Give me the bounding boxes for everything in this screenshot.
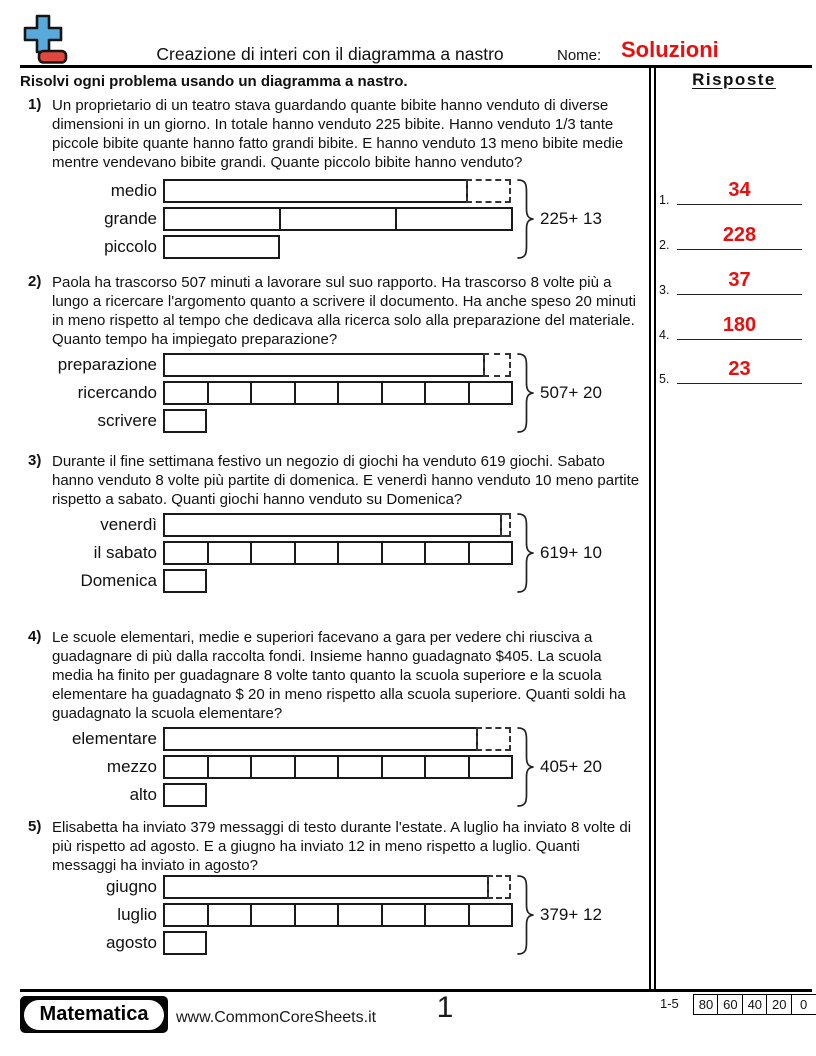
tape-row: [20, 409, 648, 433]
answer-number: 1.: [659, 193, 670, 207]
answer-value: 180: [722, 314, 757, 336]
website-url: www.CommonCoreSheets.it: [176, 1009, 377, 1026]
tape-row: [20, 353, 648, 377]
score-cell: 0: [791, 994, 816, 1015]
tape-bar-dashed-extension: [500, 513, 511, 537]
problem-4-number: 4): [28, 628, 42, 645]
header-divider-line: [20, 65, 812, 68]
tape-row: [20, 179, 648, 203]
total-expression-label: 507+ 20: [540, 383, 602, 402]
tape-bar-dashed-extension: [466, 179, 511, 203]
answers-column-divider: [649, 67, 656, 989]
tape-bar-solid: [163, 513, 502, 537]
score-cell: 40: [742, 994, 768, 1015]
answer-blank-line: [677, 179, 802, 205]
total-expression-label: 619+ 10: [540, 543, 602, 562]
problem-2-number: 2): [28, 273, 42, 290]
answer-value: 23: [728, 358, 751, 380]
curly-brace-icon: [517, 727, 535, 807]
tape-bar-segmented: [163, 235, 280, 259]
answer-number: 5.: [659, 372, 670, 386]
tape-bar-solid: [163, 353, 485, 377]
problem-4: [28, 628, 644, 723]
answer-number: 4.: [659, 328, 670, 342]
tape-row-label: medio: [110, 181, 157, 200]
tape-row-label: luglio: [117, 905, 157, 924]
total-expression-label: 405+ 20: [540, 757, 602, 776]
problem-3-number: 3): [28, 452, 42, 469]
tape-row-label: venerdì: [100, 515, 157, 534]
plus-minus-logo-icon: [20, 13, 70, 69]
tape-row-label: il sabato: [93, 543, 157, 562]
tape-row: [20, 235, 648, 259]
score-cell: 60: [717, 994, 743, 1015]
problem-3-text: Durante il fine settimana festivo un negozio di giochi ha venduto 619 giochi. Sabato hanno venduto 8 volte più partite di domenica. E venerdì hanno venduto 10 meno partite rispetto a sabato. Quanti giochi hanno venduto su Domenica?: [52, 453, 640, 508]
answer-value: 37: [728, 269, 751, 291]
answer-blank-line: [677, 224, 802, 250]
tape-row: [20, 513, 648, 537]
tape-bar-segmented: [163, 755, 513, 779]
curly-brace-icon: [517, 353, 535, 433]
tape-diagram-5: [20, 875, 648, 955]
answers-panel: [656, 70, 812, 386]
tape-row-label: mezzo: [106, 757, 157, 776]
total-expression-label: 379+ 12: [540, 905, 602, 924]
name-label: Nome:: [557, 47, 602, 64]
tape-row-label: scrivere: [97, 411, 157, 430]
curly-brace-icon: [517, 875, 535, 955]
problem-5: [28, 818, 644, 875]
answer-value: 34: [728, 179, 751, 201]
curly-brace-icon: [517, 513, 535, 593]
tape-diagram-4: [20, 727, 648, 807]
problem-1-text: Un proprietario di un teatro stava guardando quante bibite hanno venduto di diverse dimensioni in un giorno. In totale hanno venduto 225 bibite. Hanno venduto 1/3 tante piccole bibite quante hanno fatto grandi bibite. E hanno venduto 13 meno bibite medie mentre vendevano bibite grandi. Quante piccolo bibite hanno venduto?: [52, 97, 624, 171]
tape-bar-segmented: [163, 381, 513, 405]
problem-5-text: Elisabetta ha inviato 379 messaggi di testo durante l'estate. A luglio ha inviato 8 volte di più rispetto ad agosto. E a giugno ha inviato 12 in meno rispetto a luglio. Quanti messaggi ha inviato in agosto?: [52, 819, 632, 874]
tape-row-label: piccolo: [104, 237, 157, 256]
worksheet-instruction: Risolvi ogni problema usando un diagramma a nastro.: [20, 73, 408, 90]
tape-bar-segmented: [163, 569, 207, 593]
tape-row-label: agosto: [105, 933, 157, 952]
answer-row-5: [656, 353, 812, 387]
tape-row: [20, 727, 648, 751]
curly-brace-icon: [517, 179, 535, 259]
tape-row-label: alto: [129, 785, 157, 804]
tape-row-label: grande: [104, 209, 157, 228]
tape-bar-solid: [163, 875, 489, 899]
tape-diagram-2: [20, 353, 648, 433]
answer-blank-line: [677, 269, 802, 295]
tape-bar-segmented: [163, 409, 207, 433]
tape-row-label: preparazione: [57, 355, 157, 374]
answer-number: 3.: [659, 283, 670, 297]
tape-row: [20, 931, 648, 955]
answer-value: 228: [722, 224, 757, 246]
score-cell: 80: [693, 994, 719, 1015]
tape-bar-solid: [163, 727, 478, 751]
score-table: [693, 994, 816, 1015]
tape-bar-solid: [163, 179, 468, 203]
total-expression-label: 225+ 13: [540, 209, 602, 228]
tape-row: [20, 875, 648, 899]
solutions-label: Soluzioni: [621, 37, 719, 62]
tape-diagram-1: [20, 179, 648, 259]
brand-name: Matematica: [24, 1000, 164, 1030]
tape-bar-segmented: [163, 207, 513, 231]
tape-row-label: elementare: [71, 729, 157, 748]
problem-1-number: 1): [28, 96, 42, 113]
page-title: Creazione di interi con il diagramma a nastro: [156, 44, 504, 64]
tape-row: [20, 569, 648, 593]
tape-row-label: Domenica: [80, 571, 157, 590]
answer-blank-line: [677, 358, 802, 384]
tape-bar-dashed-extension: [487, 875, 511, 899]
problem-5-number: 5): [28, 818, 42, 835]
score-range-label: 1-5: [660, 996, 679, 1011]
problem-1: [28, 96, 644, 172]
problem-2-text: Paola ha trascorso 507 minuti a lavorare sul suo rapporto. Ha trascorso 8 volte più a lungo a ricercare l'argomento quanto a scrivere il documento. Ha anche speso 20 minuti in meno rispetto al tempo che dedicava alla ricerca solo alla preparazione del materiale. Quanto tempo ha impiegato preparazione?: [52, 274, 637, 348]
answer-row-4: [656, 309, 812, 343]
tape-bar-dashed-extension: [476, 727, 511, 751]
tape-bar-segmented: [163, 541, 513, 565]
answer-row-2: [656, 219, 812, 253]
tape-row: [20, 783, 648, 807]
tape-row-label: giugno: [105, 877, 157, 896]
score-cell: 20: [766, 994, 792, 1015]
answers-title: Risposte: [692, 70, 776, 89]
tape-bar-segmented: [163, 931, 207, 955]
problem-4-text: Le scuole elementari, medie e superiori facevano a gara per vedere chi riusciva a guadagnare di più dalla raccolta fondi. Insieme hanno guadagnato $405. La scuola media ha finito per guadagnare 8 volte tanto quanto la scuola superiore e la scuola elementare ha guadagnato $ 20 in meno rispetto alla scuola superiore. Quanti soldi ha guadagnato la scuola elementare?: [52, 629, 626, 722]
tape-bar-segmented: [163, 903, 513, 927]
answer-number: 2.: [659, 238, 670, 252]
answer-blank-line: [677, 314, 802, 340]
problem-3: [28, 452, 644, 509]
brand-logo: [20, 996, 168, 1033]
tape-bar-dashed-extension: [483, 353, 511, 377]
page-number: 1: [436, 991, 454, 1024]
tape-row-label: ricercando: [77, 383, 157, 402]
problem-2: [28, 273, 644, 349]
answer-row-1: [656, 174, 812, 208]
tape-diagram-3: [20, 513, 648, 593]
tape-bar-segmented: [163, 783, 207, 807]
answer-row-3: [656, 264, 812, 298]
